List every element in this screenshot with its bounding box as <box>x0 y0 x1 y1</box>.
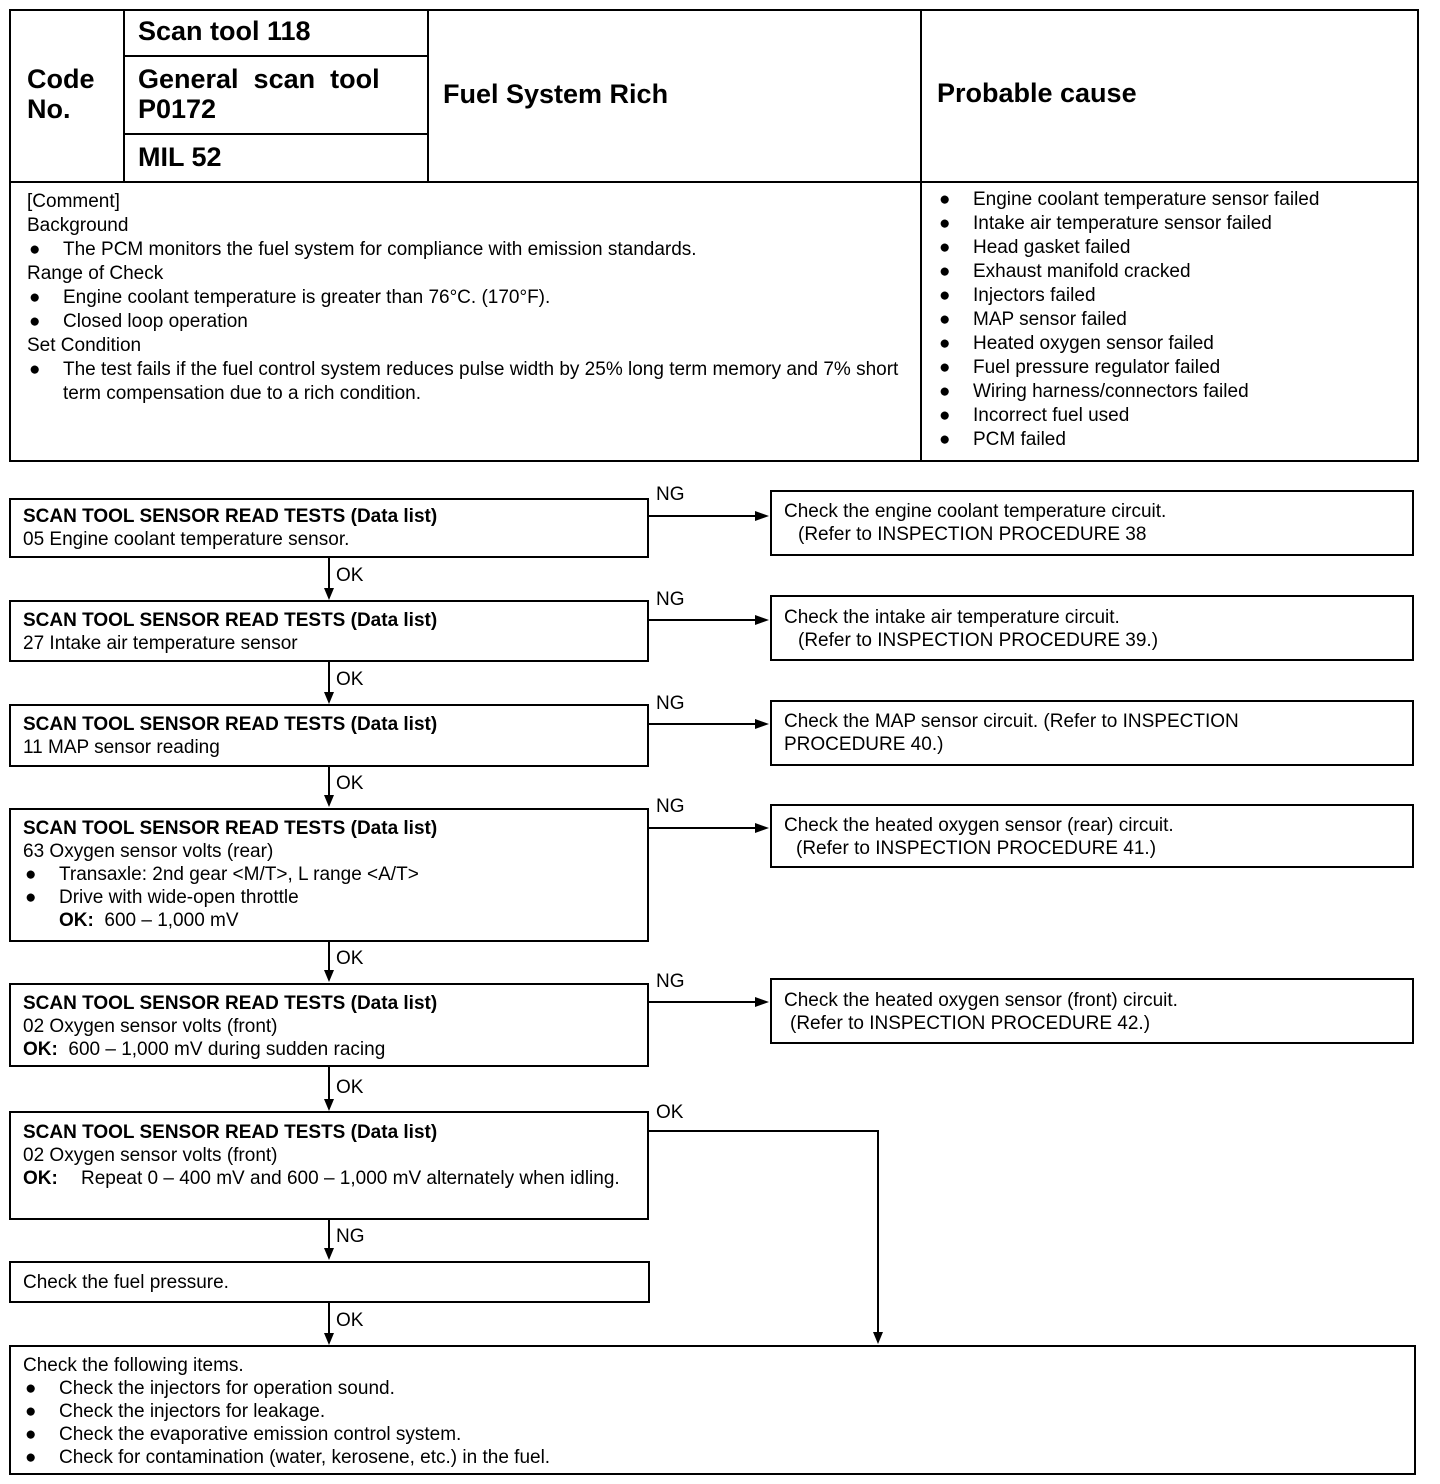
ng-label: NG <box>656 971 685 992</box>
list-item: ● Fuel pressure regulator failed <box>939 357 1221 378</box>
divider <box>123 133 429 135</box>
fuel-pressure-box: Check the fuel pressure. <box>9 1261 650 1303</box>
arrow-down-icon <box>324 1333 334 1345</box>
divider <box>920 9 922 462</box>
ok-label: OK <box>336 565 364 586</box>
arrow-down-icon <box>324 692 334 704</box>
probable-cause-title: Probable cause <box>937 78 1137 108</box>
ok-label: OK <box>336 669 364 690</box>
general-scan-tool-text: General scan tool <box>138 64 380 94</box>
list-item: ● Engine coolant temperature is greater than 76°C. (170°F). <box>29 287 551 308</box>
arrow-down-icon <box>324 588 334 600</box>
ok-connector <box>328 1303 330 1335</box>
list-item: ● MAP sensor failed <box>939 309 1127 330</box>
step1-ng-box: Check the engine coolant temperature circuit. (Refer to INSPECTION PROCEDURE 38 <box>770 490 1414 556</box>
comment-block <box>27 190 912 406</box>
ng-label: NG <box>656 796 685 817</box>
ok-label: OK <box>336 1077 364 1098</box>
list-item: ● Check the injectors for operation sound. <box>25 1378 395 1399</box>
list-item: ● Wiring harness/connectors failed <box>939 381 1249 402</box>
step2-test-box: SCAN TOOL SENSOR READ TESTS (Data list) 27 Intake air temperature sensor <box>9 600 649 662</box>
arrow-down-icon <box>324 970 334 982</box>
list-item: ● Intake air temperature sensor failed <box>939 213 1272 234</box>
arrow-right-icon <box>755 823 769 833</box>
list-item: ● Engine coolant temperature sensor failed <box>939 189 1320 210</box>
ok-connector <box>328 942 330 972</box>
list-item: ● Injectors failed <box>939 285 1096 306</box>
ok-connector <box>328 662 330 694</box>
arrow-down-icon <box>324 1099 334 1111</box>
step3-ng-box: Check the MAP sensor circuit. (Refer to INSPECTION PROCEDURE 40.) <box>770 700 1414 766</box>
final-check-box: Check the following items. ● Check the injectors for operation sound. ● Check the injectors for leakage. ● Check the evaporative emission control system. ● Check for contamination (water, kerosene, etc.) in the fuel. <box>9 1345 1416 1475</box>
ng-label: NG <box>656 693 685 714</box>
ok-connector <box>649 1130 879 1132</box>
p-code: P0172 <box>138 94 217 124</box>
ng-label: NG <box>336 1226 365 1247</box>
step1-test-box: SCAN TOOL SENSOR READ TESTS (Data list) 05 Engine coolant temperature sensor. <box>9 498 649 558</box>
general-scan-tool <box>138 64 410 124</box>
range-label: Range of Check <box>27 263 164 284</box>
ng-label: NG <box>656 589 685 610</box>
list-item: ● Check the evaporative emission control system. <box>25 1424 462 1445</box>
ok-connector <box>877 1130 879 1334</box>
probable-cause-list <box>937 188 1407 452</box>
arrow-down-icon <box>324 795 334 807</box>
arrow-down-icon <box>873 1332 883 1344</box>
ng-connector <box>649 1001 757 1003</box>
ok-connector <box>328 558 330 590</box>
scan-tool-118: Scan tool 118 <box>138 16 311 46</box>
ng-connector <box>649 619 757 621</box>
ok-label: OK <box>336 1310 364 1331</box>
ng-connector <box>649 515 757 517</box>
step4-test-box: SCAN TOOL SENSOR READ TESTS (Data list) 63 Oxygen sensor volts (rear) ● Transaxle: 2nd gear <M/T>, L range <A/T> ● Drive with wide-open throttle OK: 600 – 1,000 mV <box>9 808 649 942</box>
list-item: ● Exhaust manifold cracked <box>939 261 1191 282</box>
list-item: ● Closed loop operation <box>29 311 248 332</box>
ok-connector <box>328 1067 330 1101</box>
list-item: ● PCM failed <box>939 429 1066 450</box>
code-no-label: Code No. <box>27 64 95 124</box>
ng-connector <box>649 723 757 725</box>
ok-label: OK <box>336 948 364 969</box>
page-title: Fuel System Rich <box>443 79 669 109</box>
step6-test-box: SCAN TOOL SENSOR READ TESTS (Data list) 02 Oxygen sensor volts (front) OK: Repeat 0 – 400 mV and 600 – 1,000 mV alternately when idling. <box>9 1111 649 1220</box>
list-item: ● Heated oxygen sensor failed <box>939 333 1214 354</box>
step5-ng-box: Check the heated oxygen sensor (front) circuit. (Refer to INSPECTION PROCEDURE 42.) <box>770 978 1414 1044</box>
list-item: ● The PCM monitors the fuel system for compliance with emission standards. <box>29 239 697 260</box>
arrow-right-icon <box>755 511 769 521</box>
arrow-down-icon <box>324 1248 334 1260</box>
comment-label: [Comment] <box>27 191 120 212</box>
arrow-right-icon <box>755 719 769 729</box>
step3-test-box: SCAN TOOL SENSOR READ TESTS (Data list) 11 MAP sensor reading <box>9 704 649 767</box>
list-item: ● Transaxle: 2nd gear <M/T>, L range <A/T> <box>25 864 419 885</box>
list-item: ● Check the injectors for leakage. <box>25 1401 326 1422</box>
divider <box>427 9 429 183</box>
ok-label: OK <box>656 1102 684 1123</box>
divider <box>9 181 1419 183</box>
ng-connector <box>649 827 757 829</box>
background-label: Background <box>27 215 129 236</box>
step4-ng-box: Check the heated oxygen sensor (rear) circuit. (Refer to INSPECTION PROCEDURE 41.) <box>770 804 1414 868</box>
list-item: ● Incorrect fuel used <box>939 405 1130 426</box>
list-item: ● Head gasket failed <box>939 237 1131 258</box>
ng-connector <box>328 1220 330 1250</box>
list-item: ● Check for contamination (water, kerosene, etc.) in the fuel. <box>25 1447 551 1468</box>
ng-label: NG <box>656 484 685 505</box>
arrow-right-icon <box>755 615 769 625</box>
set-condition-label: Set Condition <box>27 335 142 356</box>
step5-test-box: SCAN TOOL SENSOR READ TESTS (Data list) 02 Oxygen sensor volts (front) OK: 600 – 1,000 mV during sudden racing <box>9 983 649 1067</box>
step2-ng-box: Check the intake air temperature circuit. (Refer to INSPECTION PROCEDURE 39.) <box>770 595 1414 661</box>
arrow-right-icon <box>755 997 769 1007</box>
ok-connector <box>328 767 330 797</box>
ok-label: OK <box>336 773 364 794</box>
divider <box>123 55 429 57</box>
list-item: ● The test fails if the fuel control system reduces pulse width by 25% long term memory and 7% short term compensation due to a rich condition. <box>29 359 899 404</box>
list-item: ● Drive with wide-open throttle <box>25 887 299 908</box>
mil-code: MIL 52 <box>138 142 222 172</box>
divider <box>123 9 125 183</box>
